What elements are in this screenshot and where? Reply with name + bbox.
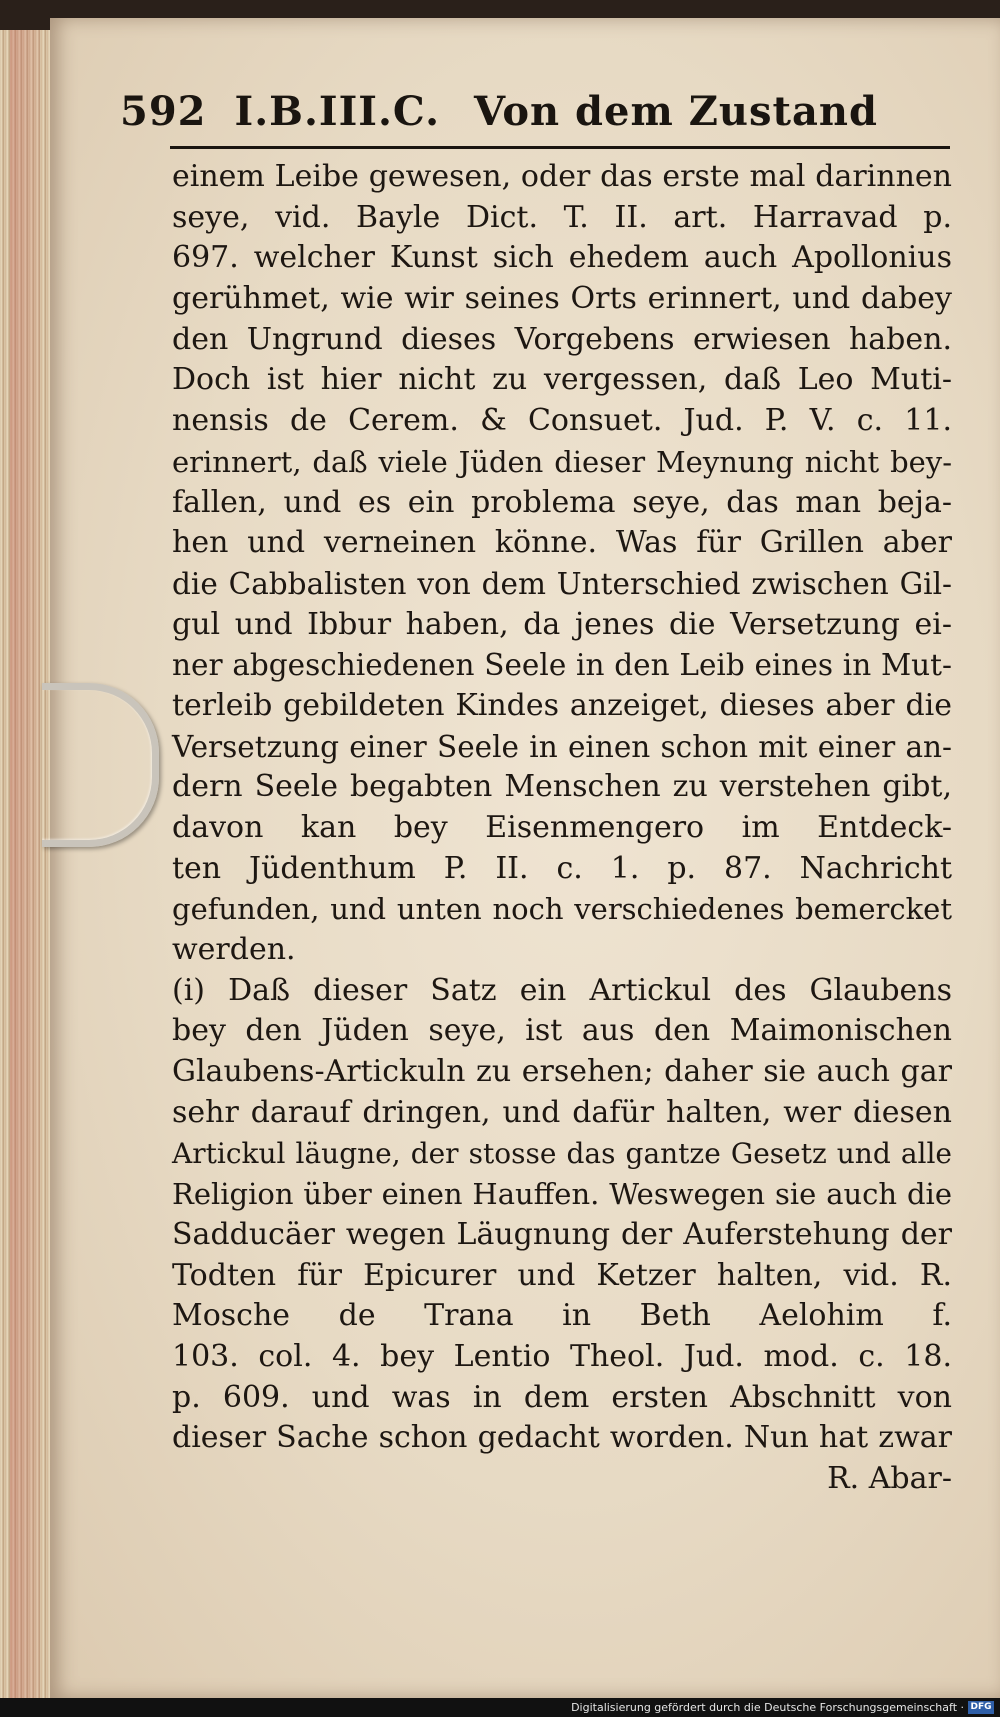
text-line: nensis de Cerem. & Consuet. Jud. P. V. c. 11. [172,403,952,439]
text-line: einem Leibe gewesen, oder das erste mal darinnen [172,159,952,194]
digitization-credit-bar [0,1698,1000,1717]
text-line: hen und verneinen könne. Was für Grillen aber [172,525,952,561]
text-line: die Cabbalisten von dem Unterschied zwischen Gil- [172,566,952,601]
text-line: den Ungrund dieses Vorgebens erwiesen haben. [172,321,952,357]
text-line: Versetzung einer Seele in einen schon mit einer an- [172,729,952,764]
text-line: seye, vid. Bayle Dict. T. II. art. Harravad p. [172,199,952,235]
text-line: werden. [172,932,296,968]
page-edge-tint [10,30,40,1700]
text-line: sehr darauf dringen, und dafür halten, wer diesen [172,1094,952,1130]
text-line: fallen, und es ein problema seye, das man beja- [172,484,952,520]
text-line: p. 609. und was in dem ersten Abschnitt von [172,1379,952,1415]
text-line: Mosche de Trana in Beth Aelohim f. [172,1298,952,1334]
text-line: Glaubens-Artickuln zu ersehen; daher sie auch gar [172,1054,952,1090]
header-rule [170,146,950,149]
text-line: terleib gebildeten Kindes anzeiget, dieses aber die [172,687,952,723]
body-text [172,157,952,1500]
text-line: bey den Jüden seye, ist aus den Maimonischen [172,1013,952,1049]
text-line: gefunden, und unten noch verschiedenes bemercket [172,892,952,927]
text-line: 103. col. 4. bey Lentio Theol. Jud. mod. c. 18. [172,1338,952,1374]
text-line: gul und Ibbur haben, da jenes die Versetzung ei- [172,606,952,642]
text-line: Sadducäer wegen Läugnung der Auferstehung der [172,1216,952,1252]
section-reference: I.B.III.C. [234,88,440,135]
text-line: Doch ist hier nicht zu vergessen, daß Leo Muti- [172,362,952,398]
credit-text: Digitalisierung gefördert durch die Deutsche Forschungsgemeinschaft · [571,1701,964,1714]
text-line: (i) Daß dieser Satz ein Artickul des Glaubens [172,972,952,1008]
text-line: Religion über einen Hauffen. Weswegen sie auch die [172,1177,952,1212]
text-line: ten Jüdenthum P. II. c. 1. p. 87. Nachricht [172,850,952,886]
catchword: R. Abar- [827,1461,952,1496]
text-line: 697. welcher Kunst sich ehedem auch Apollonius [172,240,952,276]
text-line: davon kan bey Eisenmengero im Entdeck- [172,810,952,845]
page-header [120,88,950,140]
text-line: Todten für Epicurer und Ketzer halten, vid. R. [172,1257,952,1293]
page-number: 592 [120,88,207,135]
page-clip-icon [42,683,159,847]
running-head: Von dem Zustand [474,88,878,135]
text-line: gerühmet, wie wir seines Orts erinnert, und dabey [172,281,952,317]
dfg-logo-icon: DFG [968,1701,994,1714]
text-line: dern Seele begabten Menschen zu verstehen gibt, [172,769,952,805]
text-line: dieser Sache schon gedacht worden. Nun hat zwar [172,1420,952,1456]
text-line: ner abgeschiedenen Seele in den Leib eines in Mut- [172,648,952,683]
text-line: Artickul läugne, der stosse das gantze Gesetz und alle [172,1136,952,1170]
text-line: erinnert, daß viele Jüden dieser Meynung nicht bey- [172,444,952,479]
